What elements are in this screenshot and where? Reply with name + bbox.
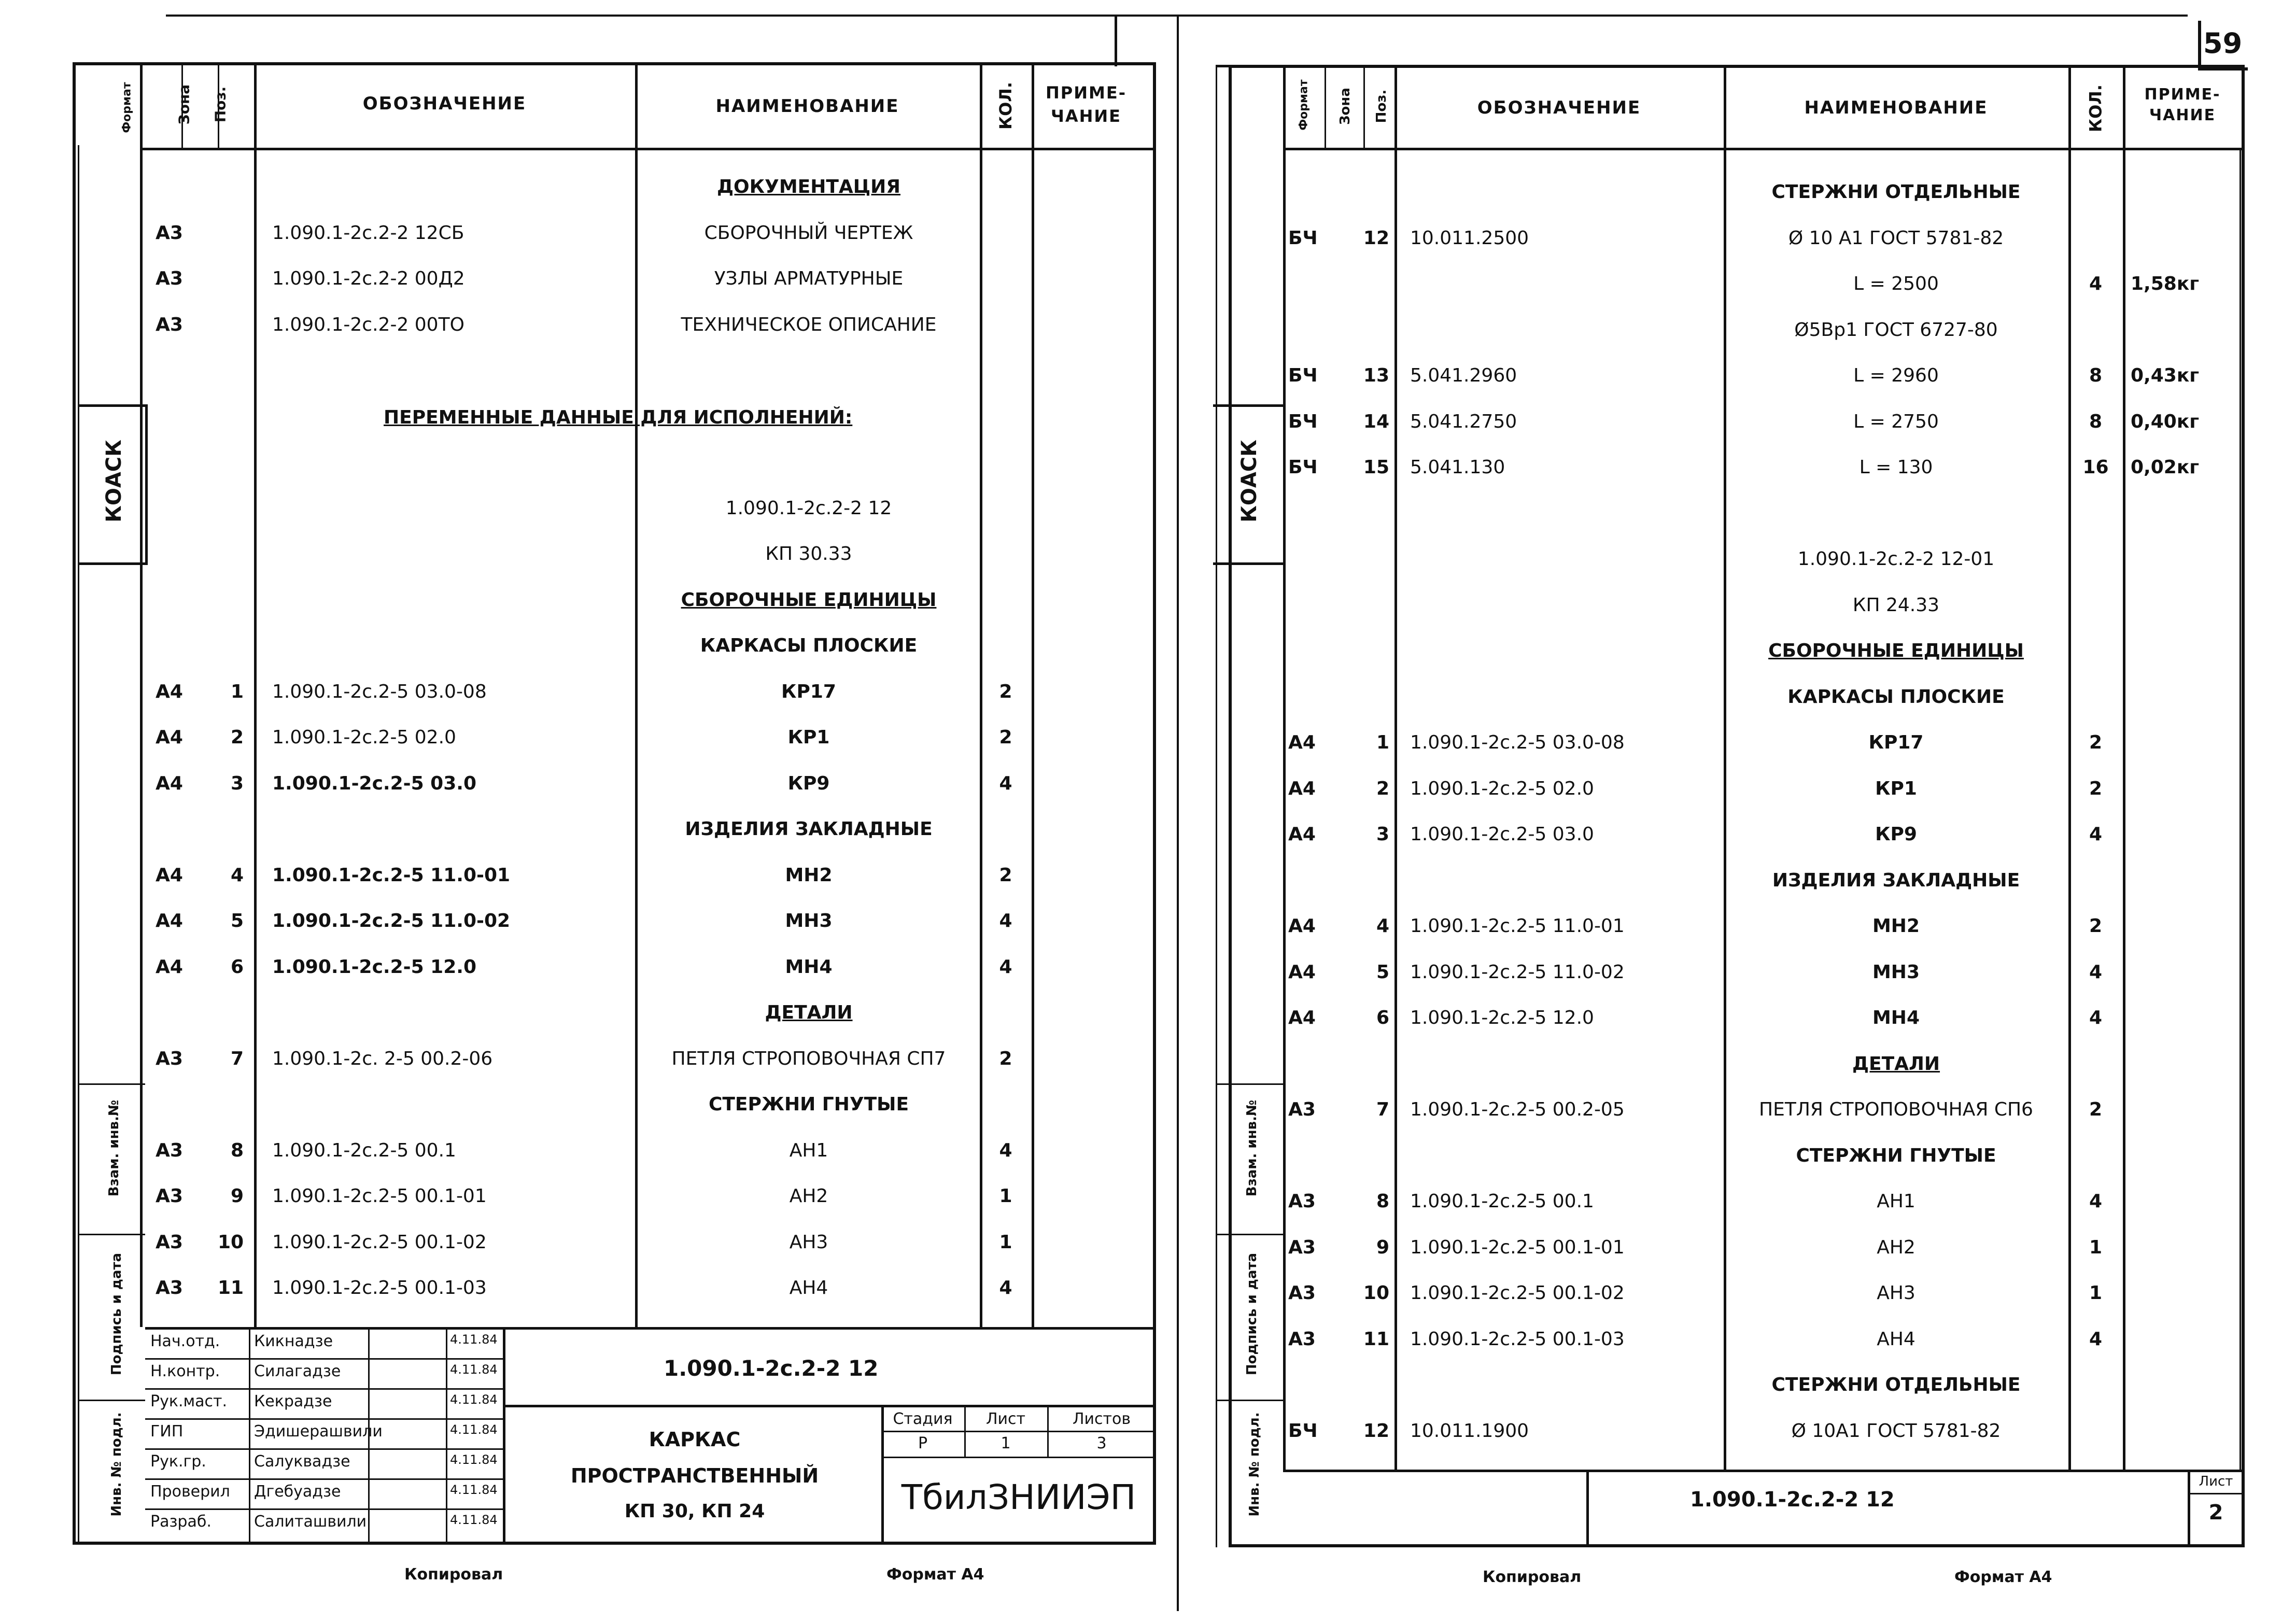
- left-tb-date: 4.11.84: [450, 1422, 498, 1437]
- left-tb-name: Силагадзе: [254, 1362, 341, 1380]
- right-row-name: L = 130: [1859, 457, 1933, 478]
- left-tb-name: Эдишерашвили: [254, 1422, 383, 1441]
- left-col-format: [140, 62, 143, 1327]
- left-tb-org-line: [881, 1457, 1156, 1458]
- right-row-name: Ø 10 А1 ГОСТ 5781-82: [1788, 227, 2004, 249]
- left-row-format: А3: [156, 1048, 183, 1069]
- right-row-format: А4: [1288, 1007, 1316, 1028]
- right-stamp-orig: Инв. № подл.: [1247, 1412, 1262, 1517]
- right-hdr-pos: Поз.: [1374, 89, 1389, 123]
- left-tb-row-line: [145, 1358, 503, 1360]
- left-stamp-sign: Подпись и дата: [109, 1252, 124, 1376]
- left-row-quantity: 1: [999, 1231, 1012, 1253]
- left-tb-row-line: [145, 1448, 503, 1450]
- right-row-quantity: 4: [2089, 824, 2103, 845]
- left-row-format: А4: [156, 956, 183, 978]
- right-row-position: 2: [1376, 778, 1389, 799]
- right-hdr-name: НАИМЕНОВАНИЕ: [1804, 97, 1988, 118]
- left-hdr-pos: Поз.: [212, 86, 229, 123]
- left-row-quantity: 4: [999, 910, 1012, 932]
- left-row-name: СБОРОЧНЫЕ ЕДИНИЦЫ: [681, 589, 937, 611]
- left-tb-stage-line: [881, 1431, 1156, 1432]
- left-row-format: А4: [156, 772, 183, 794]
- left-row-designation: 1.090.1-2с.2-5 00.1-02: [272, 1231, 487, 1253]
- left-tb-row-line: [145, 1388, 503, 1390]
- left-row-quantity: 4: [999, 956, 1012, 978]
- left-col-designation: [254, 62, 257, 1327]
- right-row-format: А4: [1288, 732, 1316, 753]
- right-row-designation: 1.090.1-2с.2-5 11.0-01: [1410, 915, 1625, 937]
- right-row-name: КР1: [1875, 778, 1917, 799]
- left-tb-top: [145, 1327, 1156, 1330]
- left-header-line: [140, 148, 1156, 150]
- left-side-label: КОАСК: [102, 440, 126, 523]
- right-row-name: ПЕТЛЯ СТРОПОВОЧНАЯ СП6: [1759, 1099, 2033, 1120]
- left-variable-heading: ПЕРЕМЕННЫЕ ДАННЫЕ ДЛЯ ИСПОЛНЕНИЙ:: [384, 407, 853, 428]
- left-stamp-orig: Инв. № подл.: [109, 1412, 124, 1517]
- left-row-designation: 1.090.1-2с. 2-5 00.2-06: [272, 1048, 493, 1069]
- left-stamp-line-2: [78, 1234, 145, 1235]
- left-row-name: МН2: [785, 864, 833, 886]
- left-tb-date: 4.11.84: [450, 1483, 498, 1497]
- left-sheet-frame: [73, 62, 1156, 1545]
- right-row-name: КР9: [1875, 824, 1917, 845]
- left-hdr-qty: КОЛ.: [996, 81, 1016, 130]
- left-tb-role: Рук.маст.: [150, 1392, 228, 1410]
- left-row-name: КАРКАСЫ ПЛОСКИЕ: [700, 635, 918, 656]
- left-hdr-note-2: ЧАНИЕ: [1050, 106, 1122, 126]
- left-hdr-designation: ОБОЗНАЧЕНИЕ: [362, 93, 527, 114]
- right-row-name: СТЕРЖНИ ОТДЕЛЬНЫЕ: [1771, 181, 2021, 203]
- left-hdr-zone: Зона: [175, 84, 193, 125]
- right-row-designation: 1.090.1-2с.2-5 03.0-08: [1410, 732, 1625, 753]
- left-row-name: АН1: [789, 1139, 828, 1161]
- right-row-format: БЧ: [1288, 411, 1318, 432]
- left-row-name: КР1: [787, 727, 830, 748]
- left-row-name: АН4: [789, 1277, 828, 1299]
- left-tb-row-line: [145, 1478, 503, 1480]
- left-tb-name: Кикнадзе: [254, 1332, 333, 1350]
- left-tb-date: 4.11.84: [450, 1513, 498, 1527]
- left-row-format: А4: [156, 681, 183, 702]
- right-row-format: А4: [1288, 961, 1316, 983]
- right-col-pos: [1363, 65, 1365, 148]
- right-stamp-line-1: [1216, 1083, 1283, 1085]
- right-stamp-sign: Подпись и дата: [1244, 1252, 1260, 1376]
- left-row-position: 4: [230, 864, 244, 886]
- left-tb-name: Кекрадзе: [254, 1392, 332, 1410]
- left-row-name: 1.090.1-2с.2-2 12: [725, 497, 892, 519]
- right-row-position: 1: [1376, 732, 1389, 753]
- left-row-name: КР9: [787, 772, 830, 794]
- left-row-name: АН3: [789, 1231, 828, 1253]
- right-tb-top: [1283, 1470, 2245, 1472]
- right-tb-sheet-line: [2188, 1493, 2245, 1494]
- right-row-position: 6: [1376, 1007, 1389, 1028]
- left-row-quantity: 2: [999, 727, 1012, 748]
- left-row-position: 3: [230, 772, 244, 794]
- right-row-position: 5: [1376, 961, 1389, 983]
- right-row-position: 11: [1363, 1328, 1389, 1350]
- left-stamp-inv: Взам. инв.№: [106, 1099, 122, 1197]
- right-row-name: ИЗДЕЛИЯ ЗАКЛАДНЫЕ: [1772, 869, 2020, 891]
- right-row-designation: 10.011.1900: [1410, 1420, 1529, 1442]
- left-tb-role: Разраб.: [150, 1513, 212, 1531]
- right-row-quantity: 4: [2089, 1328, 2103, 1350]
- right-tb-sheet-label: Лист: [2199, 1474, 2233, 1489]
- right-row-name: АН2: [1877, 1236, 1915, 1258]
- left-row-quantity: 2: [999, 864, 1012, 886]
- right-row-quantity: 1: [2089, 1236, 2103, 1258]
- left-tb-org: ТбилЗНИИЭП: [901, 1477, 1136, 1517]
- left-row-name: КР17: [781, 681, 836, 702]
- left-tb-sheet-h: Лист: [985, 1410, 1026, 1428]
- left-row-designation: 1.090.1-2с.2-5 00.1-01: [272, 1186, 487, 1207]
- left-row-quantity: 2: [999, 681, 1012, 702]
- right-hdr-format: Формат: [1297, 79, 1311, 131]
- left-row-name: СТЕРЖНИ ГНУТЫЕ: [708, 1094, 909, 1115]
- right-row-name: 1.090.1-2с.2-2 12-01: [1797, 548, 1995, 570]
- right-row-note: 0,02кг: [2131, 457, 2200, 478]
- left-row-position: 10: [218, 1231, 244, 1253]
- left-tb-date: 4.11.84: [450, 1362, 498, 1377]
- left-tb-role: Рук.гр.: [150, 1452, 206, 1471]
- right-row-name: СБОРОЧНЫЕ ЕДИНИЦЫ: [1768, 640, 2024, 661]
- right-col-designation: [1394, 65, 1397, 1470]
- right-row-quantity: 1: [2089, 1282, 2103, 1304]
- right-stamp-inv: Взам. инв.№: [1244, 1099, 1260, 1197]
- right-row-designation: 1.090.1-2с.2-5 00.1-03: [1410, 1328, 1625, 1350]
- right-hdr-zone: Зона: [1337, 88, 1353, 125]
- right-row-format: БЧ: [1288, 365, 1318, 386]
- right-row-designation: 5.041.2960: [1410, 365, 1517, 386]
- left-row-position: 5: [230, 910, 244, 932]
- left-tb-role: Проверил: [150, 1483, 230, 1501]
- right-row-quantity: 2: [2089, 1099, 2103, 1120]
- right-row-name: СТЕРЖНИ ГНУТЫЕ: [1796, 1145, 1996, 1166]
- left-row-designation: 1.090.1-2с.2-5 00.1-03: [272, 1277, 487, 1299]
- right-row-quantity: 2: [2089, 732, 2103, 753]
- right-row-format: БЧ: [1288, 1420, 1318, 1442]
- right-col-format: [1283, 65, 1286, 1470]
- right-row-name: КР17: [1868, 732, 1924, 753]
- left-footer-format: Формат А4: [886, 1565, 984, 1584]
- right-stamp-line-3: [1216, 1400, 1283, 1401]
- left-row-format: А4: [156, 910, 183, 932]
- right-row-quantity: 4: [2089, 273, 2103, 294]
- right-footer-format: Формат А4: [1954, 1568, 2052, 1586]
- right-tb-sheet-num: 2: [2208, 1501, 2223, 1525]
- right-binding-top: [1216, 65, 1283, 67]
- right-row-name: АН4: [1877, 1328, 1915, 1350]
- right-row-format: А4: [1288, 824, 1316, 845]
- right-row-designation: 1.090.1-2с.2-5 00.1: [1410, 1191, 1594, 1212]
- left-tb-v3: [446, 1327, 447, 1545]
- right-row-designation: 10.011.2500: [1410, 227, 1529, 249]
- right-row-name: СТЕРЖНИ ОТДЕЛЬНЫЕ: [1771, 1374, 2021, 1395]
- right-row-quantity: 2: [2089, 778, 2103, 799]
- right-binding-line: [1216, 65, 1217, 1547]
- left-row-format: А3: [156, 1139, 183, 1161]
- left-tb-date: 4.11.84: [450, 1392, 498, 1407]
- right-col-zone: [1325, 65, 1326, 148]
- right-row-name: МН2: [1872, 915, 1920, 937]
- left-tb-code: 1.090.1-2с.2-2 12: [664, 1356, 879, 1381]
- left-hdr-format: Формат: [120, 82, 134, 133]
- right-tb-v1: [1586, 1470, 1589, 1547]
- left-row-name: ДОКУМЕНТАЦИЯ: [716, 176, 901, 197]
- left-hdr-note-1: ПРИМЕ-: [1046, 83, 1126, 103]
- right-row-quantity: 4: [2089, 961, 2103, 983]
- right-row-format: А4: [1288, 778, 1316, 799]
- right-row-name: АН3: [1877, 1282, 1915, 1304]
- right-row-position: 7: [1376, 1099, 1389, 1120]
- left-row-format: А3: [156, 222, 183, 244]
- right-footer-copied: Копировал: [1483, 1568, 1582, 1586]
- right-row-position: 3: [1376, 824, 1389, 845]
- left-tb-v4: [503, 1327, 505, 1545]
- left-row-quantity: 2: [999, 1048, 1012, 1069]
- left-row-designation: 1.090.1-2с.2-5 12.0: [272, 956, 476, 978]
- right-row-name: КП 24.33: [1852, 594, 1940, 616]
- right-row-designation: 1.090.1-2с.2-5 02.0: [1410, 778, 1594, 799]
- left-tb-name: Дгебуадзе: [254, 1483, 341, 1501]
- left-row-format: А3: [156, 1186, 183, 1207]
- left-tb-role: Нач.отд.: [150, 1332, 220, 1350]
- left-row-designation: 1.090.1-2с.2-5 02.0: [272, 727, 456, 748]
- right-row-quantity: 4: [2089, 1007, 2103, 1028]
- right-tb-code: 1.090.1-2с.2-2 12: [1690, 1488, 1895, 1512]
- left-row-name: ТЕХНИЧЕСКОЕ ОПИСАНИЕ: [681, 314, 937, 335]
- left-row-designation: 1.090.1-2с.2-5 03.0: [272, 772, 476, 794]
- right-row-designation: 1.090.1-2с.2-5 11.0-02: [1410, 961, 1625, 983]
- left-row-format: А4: [156, 864, 183, 886]
- left-tb-sheets-h: Листов: [1072, 1410, 1131, 1428]
- right-row-position: 15: [1363, 457, 1389, 478]
- page-number: 59: [2203, 27, 2243, 60]
- right-row-note: 0,43кг: [2131, 365, 2200, 386]
- left-tb-role: Н.контр.: [150, 1362, 220, 1380]
- left-row-format: А3: [156, 314, 183, 335]
- right-row-name: МН4: [1872, 1007, 1920, 1028]
- left-hdr-name: НАИМЕНОВАНИЕ: [715, 96, 899, 117]
- left-row-position: 9: [230, 1186, 244, 1207]
- right-row-designation: 1.090.1-2с.2-5 00.1-02: [1410, 1282, 1625, 1304]
- left-tb-stage: Р: [918, 1434, 928, 1452]
- left-row-position: 11: [218, 1277, 244, 1299]
- left-row-quantity: 4: [999, 772, 1012, 794]
- left-tb-row-line: [145, 1508, 503, 1510]
- left-row-position: 2: [230, 727, 244, 748]
- left-row-position: 6: [230, 956, 244, 978]
- left-tb-name: Салиташвили: [254, 1513, 367, 1531]
- right-stamp-line-2: [1216, 1234, 1283, 1235]
- left-row-name: СБОРОЧНЫЙ ЧЕРТЕЖ: [704, 222, 913, 244]
- left-row-quantity: 1: [999, 1186, 1012, 1207]
- right-row-designation: 1.090.1-2с.2-5 00.1-01: [1410, 1236, 1625, 1258]
- right-row-position: 12: [1363, 227, 1389, 249]
- right-row-designation: 5.041.130: [1410, 457, 1505, 478]
- right-hdr-designation: ОБОЗНАЧЕНИЕ: [1477, 97, 1641, 118]
- right-hdr-qty: КОЛ.: [2086, 84, 2106, 133]
- right-row-position: 8: [1376, 1191, 1389, 1212]
- left-tb-stage-h: Стадия: [893, 1410, 953, 1428]
- left-row-designation: 1.090.1-2с.2-5 11.0-02: [272, 910, 511, 932]
- left-tb-date: 4.11.84: [450, 1332, 498, 1347]
- left-tb-row-line: [145, 1418, 503, 1420]
- left-tb-sheet: 1: [1001, 1434, 1011, 1452]
- left-tb-title-1: КАРКАС: [649, 1428, 741, 1451]
- right-row-designation: 1.090.1-2с.2-5 00.2-05: [1410, 1099, 1625, 1120]
- right-row-quantity: 4: [2089, 1191, 2103, 1212]
- right-row-position: 10: [1363, 1282, 1389, 1304]
- left-row-position: 1: [230, 681, 244, 702]
- left-row-position: 7: [230, 1048, 244, 1069]
- left-row-name: МН4: [785, 956, 833, 978]
- right-row-position: 4: [1376, 915, 1389, 937]
- right-row-note: 0,40кг: [2131, 411, 2200, 432]
- right-row-quantity: 8: [2089, 365, 2103, 386]
- left-footer-copied: Копировал: [404, 1565, 503, 1584]
- left-row-position: 8: [230, 1139, 244, 1161]
- left-col-name: [635, 62, 638, 1327]
- right-row-designation: 1.090.1-2с.2-5 03.0: [1410, 824, 1594, 845]
- left-row-name: ДЕТАЛИ: [765, 1002, 853, 1023]
- right-row-format: А4: [1288, 915, 1316, 937]
- left-row-format: А3: [156, 268, 183, 289]
- left-tb-sheets: 3: [1096, 1434, 1107, 1452]
- left-row-designation: 1.090.1-2с.2-2 12СБ: [272, 222, 464, 244]
- left-fold-stub: [1115, 15, 1117, 66]
- right-row-position: 9: [1376, 1236, 1389, 1258]
- left-tb-date: 4.11.84: [450, 1452, 498, 1467]
- right-row-quantity: 8: [2089, 411, 2103, 432]
- left-row-designation: 1.090.1-2с.2-5 03.0-08: [272, 681, 487, 702]
- right-row-designation: 1.090.1-2с.2-5 12.0: [1410, 1007, 1594, 1028]
- right-row-name: ДЕТАЛИ: [1852, 1053, 1940, 1075]
- right-row-format: БЧ: [1288, 457, 1318, 478]
- left-tb-name: Салуквадзе: [254, 1452, 350, 1471]
- right-row-name: Ø 10А1 ГОСТ 5781-82: [1791, 1420, 2001, 1442]
- right-side-label: КОАСК: [1237, 440, 1261, 523]
- right-row-name: L = 2750: [1853, 411, 1939, 432]
- left-tb-title-2: ПРОСТРАНСТВЕННЫЙ: [570, 1464, 819, 1487]
- left-row-format: А4: [156, 727, 183, 748]
- right-row-name: КАРКАСЫ ПЛОСКИЕ: [1787, 686, 2005, 708]
- left-row-name: КП 30.33: [765, 543, 852, 564]
- left-row-name: МН3: [785, 910, 833, 932]
- right-hdr-note-1: ПРИМЕ-: [2144, 86, 2221, 104]
- left-stamp-line-1: [78, 1083, 145, 1085]
- left-row-designation: 1.090.1-2с.2-5 00.1: [272, 1139, 456, 1161]
- right-row-quantity: 16: [2082, 457, 2109, 478]
- left-row-designation: 1.090.1-2с.2-2 00ТО: [272, 314, 464, 335]
- center-fold-line: [1177, 15, 1179, 1611]
- left-tb-title-3: КП 30, КП 24: [624, 1501, 765, 1522]
- right-header-line: [1283, 148, 2245, 150]
- right-row-name: L = 2960: [1853, 365, 1939, 386]
- left-row-quantity: 4: [999, 1139, 1012, 1161]
- left-binding-line: [78, 145, 79, 1545]
- left-stamp-line-3: [78, 1400, 145, 1401]
- right-row-name: АН1: [1877, 1191, 1915, 1212]
- left-row-designation: 1.090.1-2с.2-2 00Д2: [272, 268, 465, 289]
- left-row-quantity: 4: [999, 1277, 1012, 1299]
- right-row-designation: 5.041.2750: [1410, 411, 1517, 432]
- right-col-note: [2123, 65, 2125, 1470]
- left-row-name: АН2: [789, 1186, 828, 1207]
- right-hdr-note-2: ЧАНИЕ: [2149, 106, 2216, 124]
- right-row-note: 1,58кг: [2131, 273, 2200, 294]
- page-number-box: [2198, 21, 2248, 70]
- right-row-quantity: 2: [2089, 915, 2103, 937]
- left-row-designation: 1.090.1-2с.2-5 11.0-01: [272, 864, 511, 886]
- left-col-note: [1032, 62, 1034, 1327]
- left-tb-role: ГИП: [150, 1422, 184, 1441]
- left-row-name: ИЗДЕЛИЯ ЗАКЛАДНЫЕ: [685, 818, 933, 840]
- right-row-name: Ø5Вр1 ГОСТ 6727-80: [1794, 319, 1998, 341]
- right-row-format: А3: [1288, 1191, 1316, 1212]
- right-row-position: 14: [1363, 411, 1389, 432]
- right-row-name: МН3: [1872, 961, 1920, 983]
- right-row-format: А3: [1288, 1099, 1316, 1120]
- right-row-format: БЧ: [1288, 227, 1318, 249]
- left-tb-mid: [503, 1405, 1156, 1407]
- left-row-name: ПЕТЛЯ СТРОПОВОЧНАЯ СП7: [671, 1048, 946, 1069]
- right-row-position: 13: [1363, 365, 1389, 386]
- right-row-format: А3: [1288, 1236, 1316, 1258]
- right-col-margin: [2239, 148, 2241, 1470]
- left-row-format: А3: [156, 1277, 183, 1299]
- right-row-position: 12: [1363, 1420, 1389, 1442]
- right-row-name: L = 2500: [1853, 273, 1939, 294]
- left-tb-v1: [249, 1327, 250, 1545]
- left-row-format: А3: [156, 1231, 183, 1253]
- left-row-name: УЗЛЫ АРМАТУРНЫЕ: [714, 268, 904, 289]
- right-row-format: А3: [1288, 1328, 1316, 1350]
- right-row-format: А3: [1288, 1282, 1316, 1304]
